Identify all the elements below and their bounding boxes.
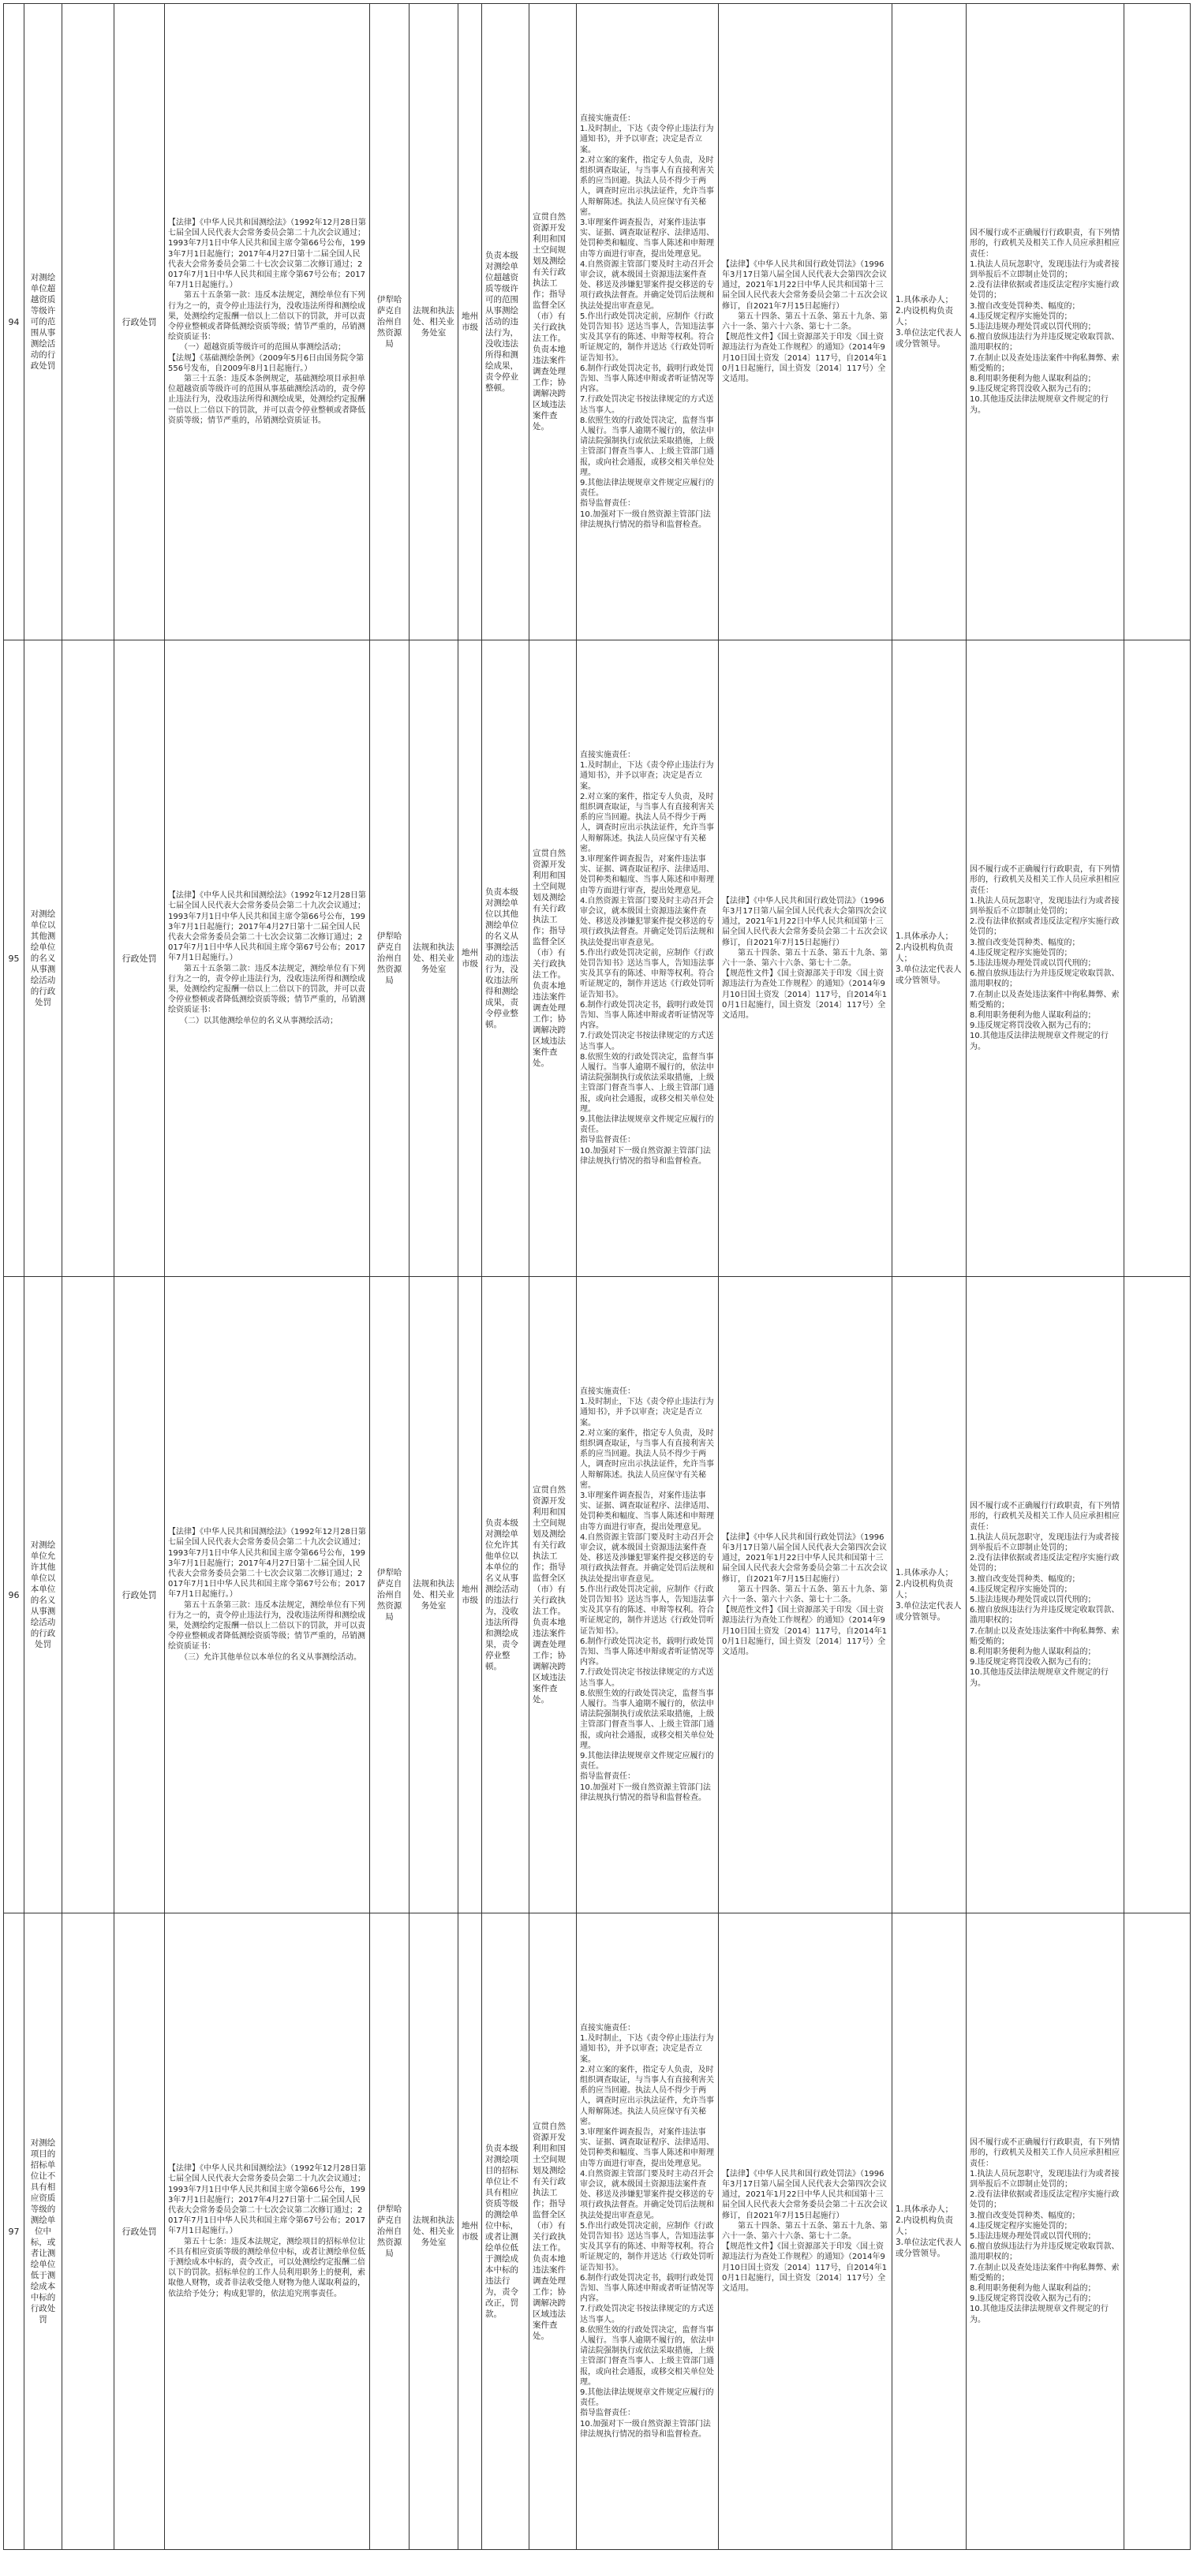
remarks: [1124, 1277, 1191, 1913]
responsibility-reason: 宣贯自然资源开发利用和国土空间规划及测绘有关行政执法工作；指导监督全区（市）有关行政执法工作。负责本地违法案件调查处理工作；协调解决跨区域违法案件查处。: [529, 1913, 577, 2550]
sub-item: [62, 1277, 114, 1913]
power-list-table: [3, 3, 1191, 2550]
responsibility-items: 直接实施责任： 1.及时制止，下达《责令停止违法行为通知书》，并予以审查；决定是否立案。 2.对立案的案件，指定专人负责，及时组织调查取证，与当事人有直接利害关系的应当回避。执法人员不得少于两人，调查时应出示执法证件，允许当事人辩解陈述。执法人员应保守有关秘密。 3.审理案件调查报告，对案件违法事实、证据、调查取证程序、法律适用、处罚种类和幅度、当事人陈述和申辩理由等方面进行审查，提出处理意见。 4.自然资源主管部门要及时主动召开会审会议，就本级国土资源违法案件查处、移送及涉嫌犯罪案件提交移送的专项行政执法督查。并确定处罚后法规和执法处提出审查意见。 5.作出行政处罚决定前，应制作《行政处罚告知书》送达当事人，告知违法事实及其享有的陈述、申辩等权利。符合听证规定的，制作并送达《行政处罚听证告知书》。 6.制作行政处罚决定书，载明行政处罚告知、当事人陈述申辩或者听证情况等内容。 7.行政处罚决定书按法律规定的方式送达当事人。 8.依照生效的行政处罚决定，监督当事人履行。当事人逾期不履行的，依法申请法院强制执行或依法采取措施，上级主管部门督查当事人、上级主管部门通报，或向社会通报，或移交相关单位处理。 9.其他法律法规规章文件规定应履行的责任。 指导监督责任： 10.加强对下一级自然资源主管部门法律法规执行情况的指导和监督检查。: [577, 1913, 719, 2550]
legal-basis: 【法律】《中华人民共和国测绘法》（1992年12月28日第七届全国人民代表大会常务委员会第二十九次会议通过；1993年7月1日中华人民共和国主席令第66号公布，1993年7月1日起施行；2017年4月27日第十二届全国人民代表大会常务委员会第二十七次会议第二次修订通过；2017年7月1日中华人民共和国主席令第67号公布；2017年7月1日起施行。） 第五十五条第二款：违反本法规定，测绘单位有下列行为之一的，责令停止违法行为，没收违法所得和测绘成果，处测绘约定报酬一倍以上二倍以下的罚款，并可以责令停业整顿或者降低测绘资质等级；情节严重的，吊销测绘资质证书： （二）以其他测绘单位的名义从事测绘活动；: [165, 640, 370, 1277]
sub-item: [62, 1913, 114, 2550]
responsibility-basis: 【法律】《中华人民共和国行政处罚法》（1996年3月17日第八届全国人民代表大会第四次会议通过，2021年1月22日中华人民共和国第十三届全国人民代表大会常务委员会第二十五次会议修订，自2021年7月15日起施行） 第五十四条、第五十五条、第五十九条、第六十一条、第六十六条、第七十二条。 【规范性文件】《国土资源部关于印发〈国土资源违法行为查处工作规程〉的通知》（2014年9月10日国土资发〔2014〕117号，自2014年10月1日起施行，国土资发〔2014〕117号）全文适用。: [719, 640, 892, 1277]
responsibility-basis: 【法律】《中华人民共和国行政处罚法》（1996年3月17日第八届全国人民代表大会第四次会议通过，2021年1月22日中华人民共和国第十三届全国人民代表大会常务委员会第二十五次会议修订，自2021年7月15日起施行） 第五十四条、第五十五条、第五十九条、第六十一条、第六十六条、第七十二条。 【规范性文件】《国土资源部关于印发〈国土资源违法行为查处工作规程〉的通知》（2014年9月10日国土资发〔2014〕117号，自2014年10月1日起施行，国土资发〔2014〕117号）全文适用。: [719, 4, 892, 640]
responsibility-basis: 【法律】《中华人民共和国行政处罚法》（1996年3月17日第八届全国人民代表大会第四次会议通过，2021年1月22日中华人民共和国第十三届全国人民代表大会常务委员会第二十五次会议修订，自2021年7月15日起施行） 第五十四条、第五十五条、第五十九条、第六十一条、第六十六条、第七十二条。 【规范性文件】《国土资源部关于印发〈国土资源违法行为查处工作规程〉的通知》（2014年9月10日国土资发〔2014〕117号，自2014年10月1日起施行，国土资发〔2014〕117号）全文适用。: [719, 1913, 892, 2550]
item-name: 对测绘项目的招标单位让不具有相应资质等级的测绘单位中标，或者让测绘单位低于测绘成本中标的行政处罚: [24, 1913, 62, 2550]
power-type: 行政处罚: [114, 1913, 165, 2550]
item-name: 对测绘单位允许其他单位以本单位的名义从事测绘活动的行政处罚: [24, 1277, 62, 1913]
row-number: 96: [4, 1277, 24, 1913]
power-type: 行政处罚: [114, 640, 165, 1277]
responsibility-items: 直接实施责任： 1.及时制止，下达《责令停止违法行为通知书》，并予以审查；决定是否立案。 2.对立案的案件，指定专人负责，及时组织调查取证，与当事人有直接利害关系的应当回避。执法人员不得少于两人，调查时应出示执法证件，允许当事人辩解陈述。执法人员应保守有关秘密。 3.审理案件调查报告，对案件违法事实、证据、调查取证程序、法律适用、处罚种类和幅度、当事人陈述和申辩理由等方面进行审查，提出处理意见。 4.自然资源主管部门要及时主动召开会审会议，就本级国土资源违法案件查处、移送及涉嫌犯罪案件提交移送的专项行政执法督查。并确定处罚后法规和执法处提出审查意见。 5.作出行政处罚决定前，应制作《行政处罚告知书》送达当事人，告知违法事实及其享有的陈述、申辩等权利。符合听证规定的，制作并送达《行政处罚听证告知书》。 6.制作行政处罚决定书，载明行政处罚告知、当事人陈述申辩或者听证情况等内容。 7.行政处罚决定书按法律规定的方式送达当事人。 8.依照生效的行政处罚决定，监督当事人履行。当事人逾期不履行的，依法申请法院强制执行或依法采取措施，上级主管部门督查当事人、上级主管部门通报，或向社会通报，或移交相关单位处理。 9.其他法律法规规章文件规定应履行的责任。 指导监督责任： 10.加强对下一级自然资源主管部门法律法规执行情况的指导和监督检查。: [577, 1277, 719, 1913]
admin-level: 地州市级: [458, 1913, 482, 2550]
responsible-subject: 1.具体承办人； 2.内设机构负责人； 3.单位法定代表人或分管领导。: [892, 1913, 967, 2550]
table-row: [4, 1277, 1191, 1913]
row-number: 94: [4, 4, 24, 640]
remarks: [1124, 1913, 1191, 2550]
admin-level: 地州市级: [458, 640, 482, 1277]
legal-basis: 【法律】《中华人民共和国测绘法》（1992年12月28日第七届全国人民代表大会常务委员会第二十九次会议通过；1993年7月1日中华人民共和国主席令第66号公布，1993年7月1日起施行；2017年4月27日第十二届全国人民代表大会常务委员会第二十七次会议第二次修订通过；2017年7月1日中华人民共和国主席令第67号公布；2017年7月1日起施行。） 第五十七条：违反本法规定，测绘项目的招标单位让不具有相应资质等级的测绘单位中标，或者让测绘单位低于测绘成本中标的，责令改正，可以处测绘约定报酬二倍以下的罚款。招标单位的工作人员利用职务上的便利，索取他人财物，或者非法收受他人财物为他人谋取利益的，依法给予处分；构成犯罪的，依法追究刑事责任。: [165, 1913, 370, 2550]
responsible-subject: 1.具体承办人； 2.内设机构负责人； 3.单位法定代表人或分管领导。: [892, 640, 967, 1277]
accountability-circumstances: 因不履行或不正确履行行政职责，有下列情形的，行政机关及相关工作人员应承担相应责任： 1.执法人员玩忽职守，发现违法行为或者接到举报后不立即制止处罚的； 2.没有法律依据或者违反法定程序实施行政处罚的； 3.擅自改变处罚种类、幅度的； 4.违反规定程序实施处罚的； 5.违法违规办理处罚或以罚代刑的； 6.擅自放纵违法行为并违反规定收取罚款、滥用职权的； 7.在制止以及查处违法案件中徇私舞弊、索贿受贿的； 8.利用职务便利为他人谋取利益的； 9.违反规定将罚没收入据为己有的； 10.其他违反法律法规规章文件规定的行为。: [967, 1277, 1124, 1913]
responsibility-items: 直接实施责任： 1.及时制止，下达《责令停止违法行为通知书》，并予以审查；决定是否立案。 2.对立案的案件，指定专人负责，及时组织调查取证，与当事人有直接利害关系的应当回避。执法人员不得少于两人，调查时应出示执法证件，允许当事人辩解陈述。执法人员应保守有关秘密。 3.审理案件调查报告，对案件违法事实、证据、调查取证程序、法律适用、处罚种类和幅度、当事人陈述和申辩理由等方面进行审查，提出处理意见。 4.自然资源主管部门要及时主动召开会审会议，就本级国土资源违法案件查处、移送及涉嫌犯罪案件提交移送的专项行政执法督查。并确定处罚后法规和执法处提出审查意见。 5.作出行政处罚决定前，应制作《行政处罚告知书》送达当事人，告知违法事实及其享有的陈述、申辩等权利。符合听证规定的，制作并送达《行政处罚听证告知书》。 6.制作行政处罚决定书，载明行政处罚告知、当事人陈述申辩或者听证情况等内容。 7.行政处罚决定书按法律规定的方式送达当事人。 8.依照生效的行政处罚决定，监督当事人履行。当事人逾期不履行的，依法申请法院强制执行或依法采取措施，上级主管部门督查当事人、上级主管部门通报，或向社会通报，或移交相关单位处理。 9.其他法律法规规章文件规定应履行的责任。 指导监督责任： 10.加强对下一级自然资源主管部门法律法规执行情况的指导和监督检查。: [577, 640, 719, 1277]
remarks: [1124, 4, 1191, 640]
accountability-circumstances: 因不履行或不正确履行行政职责，有下列情形的，行政机关及相关工作人员应承担相应责任： 1.执法人员玩忽职守，发现违法行为或者接到举报后不立即制止处罚的； 2.没有法律依据或者违反法定程序实施行政处罚的； 3.擅自改变处罚种类、幅度的； 4.违反规定程序实施处罚的； 5.违法违规办理处罚或以罚代刑的； 6.擅自放纵违法行为并违反规定收取罚款、滥用职权的； 7.在制止以及查处违法案件中徇私舞弊、索贿受贿的； 8.利用职务便利为他人谋取利益的； 9.违反规定将罚没收入据为己有的； 10.其他违反法律法规规章文件规定的行为。: [967, 1913, 1124, 2550]
table-row: [4, 1913, 1191, 2550]
implementation-content: 负责本级对测绘单位允许其他单位以本单位的名义从事测绘活动的违法行为，没收违法所得和测绘成果，责令停业整顿。: [482, 1277, 529, 1913]
implementing-department: 伊犁哈萨克自治州自然资源局: [370, 1913, 410, 2550]
admin-level: 地州市级: [458, 4, 482, 640]
responsibility-reason: 宣贯自然资源开发利用和国土空间规划及测绘有关行政执法工作；指导监督全区（市）有关行政执法工作。负责本地违法案件调查处理工作；协调解决跨区域违法案件查处。: [529, 1277, 577, 1913]
table-row: [4, 4, 1191, 640]
responsibility-reason: 宣贯自然资源开发利用和国土空间规划及测绘有关行政执法工作；指导监督全区（市）有关行政执法工作。负责本地违法案件调查处理工作；协调解决跨区域违法案件查处。: [529, 640, 577, 1277]
power-type: 行政处罚: [114, 4, 165, 640]
responsible-office: 法规和执法处、相关业务处室: [410, 1913, 458, 2550]
item-name: 对测绘单位以其他测绘单位的名义从事测绘活动的行政处罚: [24, 640, 62, 1277]
responsible-office: 法规和执法处、相关业务处室: [410, 1277, 458, 1913]
table-row: [4, 640, 1191, 1277]
legal-basis: 【法律】《中华人民共和国测绘法》（1992年12月28日第七届全国人民代表大会常务委员会第二十九次会议通过；1993年7月1日中华人民共和国主席令第66号公布，1993年7月1日起施行；2017年4月27日第十二届全国人民代表大会常务委员会第二十七次会议第二次修订通过；2017年7月1日中华人民共和国主席令第67号公布；2017年7月1日起施行。） 第五十五条第三款：违反本法规定，测绘单位有下列行为之一的，责令停止违法行为，没收违法所得和测绘成果，处测绘约定报酬一倍以上二倍以下的罚款，并可以责令停业整顿或者降低测绘资质等级；情节严重的，吊销测绘资质证书： （三）允许其他单位以本单位的名义从事测绘活动。: [165, 1277, 370, 1913]
item-name: 对测绘单位超越资质等级许可的范围从事测绘活动的行政处罚: [24, 4, 62, 640]
accountability-circumstances: 因不履行或不正确履行行政职责，有下列情形的，行政机关及相关工作人员应承担相应责任： 1.执法人员玩忽职守，发现违法行为或者接到举报后不立即制止处罚的； 2.没有法律依据或者违反法定程序实施行政处罚的； 3.擅自改变处罚种类、幅度的； 4.违反规定程序实施处罚的； 5.违法违规办理处罚或以罚代刑的； 6.擅自放纵违法行为并违反规定收取罚款、滥用职权的； 7.在制止以及查处违法案件中徇私舞弊、索贿受贿的； 8.利用职务便利为他人谋取利益的； 9.违反规定将罚没收入据为己有的； 10.其他违反法律法规规章文件规定的行为。: [967, 640, 1124, 1277]
admin-level: 地州市级: [458, 1277, 482, 1913]
responsible-office: 法规和执法处、相关业务处室: [410, 4, 458, 640]
implementing-department: 伊犁哈萨克自治州自然资源局: [370, 640, 410, 1277]
responsibility-basis: 【法律】《中华人民共和国行政处罚法》（1996年3月17日第八届全国人民代表大会第四次会议通过，2021年1月22日中华人民共和国第十三届全国人民代表大会常务委员会第二十五次会议修订，自2021年7月15日起施行） 第五十四条、第五十五条、第五十九条、第六十一条、第六十六条、第七十二条。 【规范性文件】《国土资源部关于印发〈国土资源违法行为查处工作规程〉的通知》（2014年9月10日国土资发〔2014〕117号，自2014年10月1日起施行，国土资发〔2014〕117号）全文适用。: [719, 1277, 892, 1913]
legal-basis: 【法律】《中华人民共和国测绘法》（1992年12月28日第七届全国人民代表大会常务委员会第二十九次会议通过；1993年7月1日中华人民共和国主席令第66号公布，1993年7月1日起施行；2017年4月27日第十二届全国人民代表大会常务委员会第二十七次会议第二次修订通过；2017年7月1日中华人民共和国主席令第67号公布；2017年7月1日起施行。） 第五十五条第一款：违反本法规定，测绘单位有下列行为之一的，责令停止违法行为，没收违法所得和测绘成果，处测绘约定报酬一倍以上二倍以下的罚款，并可以责令停业整顿或者降低测绘资质等级；情节严重的，吊销测绘资质证书： （一）超越资质等级许可的范围从事测绘活动； 【法规】《基础测绘条例》（2009年5月6日由国务院令第556号发布，自2009年8月1日起施行。） 第三十五条：违反本条例规定，基础测绘项目承担单位超越资质等级许可的范围从事基础测绘活动的，责令停止违法行为，没收违法所得和测绘成果，处测绘约定报酬一倍以上二倍以下的罚款，并可以责令停业整顿或者降低资质等级；情节严重的，吊销测绘资质证书。: [165, 4, 370, 640]
accountability-circumstances: 因不履行或不正确履行行政职责，有下列情形的，行政机关及相关工作人员应承担相应责任： 1.执法人员玩忽职守，发现违法行为或者接到举报后不立即制止处罚的； 2.没有法律依据或者违反法定程序实施行政处罚的； 3.擅自改变处罚种类、幅度的； 4.违反规定程序实施处罚的； 5.违法违规办理处罚或以罚代刑的； 6.擅自放纵违法行为并违反规定收取罚款、滥用职权的； 7.在制止以及查处违法案件中徇私舞弊、索贿受贿的； 8.利用职务便利为他人谋取利益的； 9.违反规定将罚没收入据为己有的； 10.其他违反法律法规规章文件规定的行为。: [967, 4, 1124, 640]
remarks: [1124, 640, 1191, 1277]
row-number: 95: [4, 640, 24, 1277]
sub-item: [62, 4, 114, 640]
implementation-content: 负责本级对测绘单位超越资质等级许可的范围从事测绘活动的违法行为，没收违法所得和测绘成果，责令停业整顿。: [482, 4, 529, 640]
responsibility-reason: 宣贯自然资源开发利用和国土空间规划及测绘有关行政执法工作；指导监督全区（市）有关行政执法工作。负责本地违法案件调查处理工作；协调解决跨区域违法案件查处。: [529, 4, 577, 640]
implementing-department: 伊犁哈萨克自治州自然资源局: [370, 1277, 410, 1913]
implementation-content: 负责本级对测绘项目的招标单位让不具有相应资质等级的测绘单位中标，或者让测绘单位低于测绘成本中标的违法行为，责令改正，罚款。: [482, 1913, 529, 2550]
power-type: 行政处罚: [114, 1277, 165, 1913]
responsibility-items: 直接实施责任： 1.及时制止，下达《责令停止违法行为通知书》，并予以审查；决定是否立案。 2.对立案的案件，指定专人负责，及时组织调查取证，与当事人有直接利害关系的应当回避。执法人员不得少于两人，调查时应出示执法证件，允许当事人辩解陈述。执法人员应保守有关秘密。 3.审理案件调查报告，对案件违法事实、证据、调查取证程序、法律适用、处罚种类和幅度、当事人陈述和申辩理由等方面进行审查，提出处理意见。 4.自然资源主管部门要及时主动召开会审会议，就本级国土资源违法案件查处、移送及涉嫌犯罪案件提交移送的专项行政执法督查。并确定处罚后法规和执法处提出审查意见。 5.作出行政处罚决定前，应制作《行政处罚告知书》送达当事人，告知违法事实及其享有的陈述、申辩等权利。符合听证规定的，制作并送达《行政处罚听证告知书》。 6.制作行政处罚决定书，载明行政处罚告知、当事人陈述申辩或者听证情况等内容。 7.行政处罚决定书按法律规定的方式送达当事人。 8.依照生效的行政处罚决定，监督当事人履行。当事人逾期不履行的，依法申请法院强制执行或依法采取措施，上级主管部门督查当事人、上级主管部门通报，或向社会通报，或移交相关单位处理。 9.其他法律法规规章文件规定应履行的责任。 指导监督责任： 10.加强对下一级自然资源主管部门法律法规执行情况的指导和监督检查。: [577, 4, 719, 640]
implementation-content: 负责本级对测绘单位以其他测绘单位的名义从事测绘活动的违法行为，没收违法所得和测绘成果，责令停业整顿。: [482, 640, 529, 1277]
implementing-department: 伊犁哈萨克自治州自然资源局: [370, 4, 410, 640]
responsible-subject: 1.具体承办人； 2.内设机构负责人； 3.单位法定代表人或分管领导。: [892, 4, 967, 640]
responsible-subject: 1.具体承办人； 2.内设机构负责人； 3.单位法定代表人或分管领导。: [892, 1277, 967, 1913]
row-number: 97: [4, 1913, 24, 2550]
sub-item: [62, 640, 114, 1277]
responsible-office: 法规和执法处、相关业务处室: [410, 640, 458, 1277]
